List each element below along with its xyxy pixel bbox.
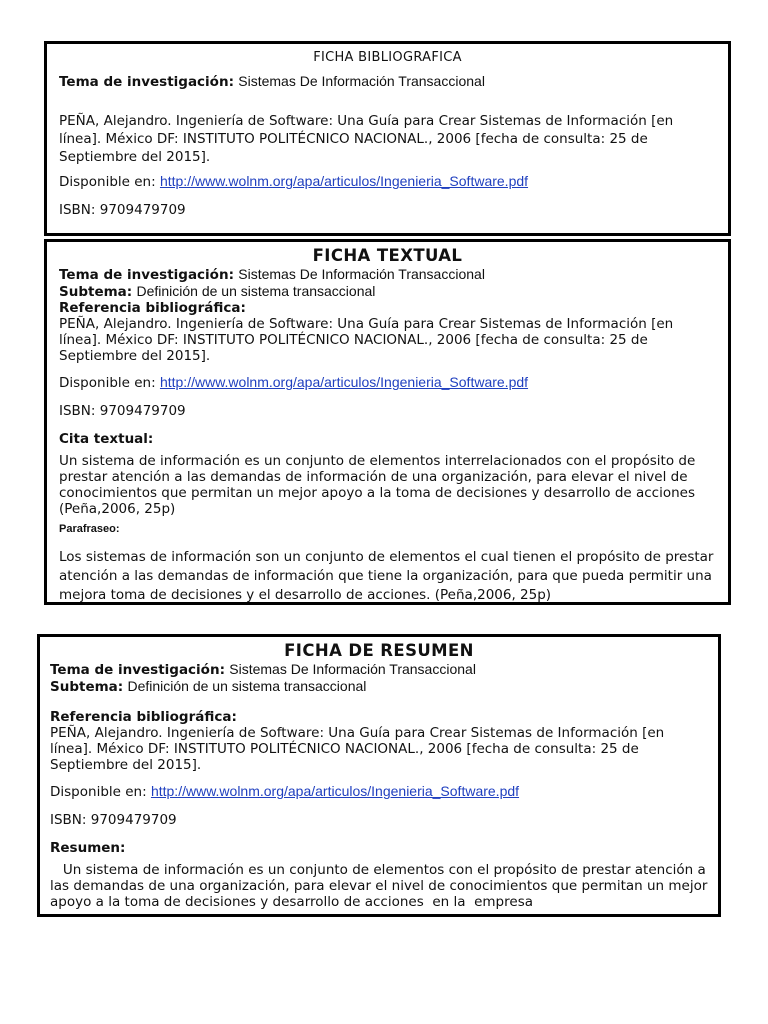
cita-label: Cita textual:: [59, 431, 154, 447]
tema-line: [50, 661, 708, 678]
parafraseo-text: Los sistemas de información son un conjunto de elementos el cual tienen el propósito de prestar atención a las demandas de información que tiene la organización, para que pueda permitir una mejora toma de decisiones y el desarrollo de acciones. (Peña,2006, 25p): [59, 549, 714, 603]
isbn-text: ISBN: 9709479709: [59, 403, 186, 419]
referencia-text: PEÑA, Alejandro. Ingeniería de Software: Una Guía para Crear Sistemas de Información [en línea]. México DF: INSTITUTO POLITÉCNICO NACIONAL., 2006 [fecha de consulta: 25 de Septiembre del 2015].: [59, 113, 674, 165]
tema-label: Tema de investigación:: [50, 662, 225, 678]
cita-text: Un sistema de información es un conjunto de elementos interrelacionados con el propósito de prestar atención a las demandas de información de una organización, para elevar el nivel de conocimientos que permitan un mejor apoyo a la toma de decisiones y desarrollo de acciones (Peña,2006, 25p): [59, 453, 696, 517]
subtema-line: [59, 283, 716, 300]
tema-label: Tema de investigación:: [59, 267, 234, 283]
referencia-label: Referencia bibliográfica:: [50, 709, 237, 725]
disponible-label: Disponible en:: [50, 784, 147, 800]
tema-line: [59, 266, 716, 283]
tema-label: Tema de investigación:: [59, 74, 234, 90]
subtema-line: [50, 678, 708, 695]
ficha-resumen-card: [37, 634, 721, 917]
subtema-value: Definición de un sistema transaccional: [127, 678, 367, 694]
tema-value: Sistemas De Información Transaccional: [238, 73, 485, 89]
disponible-line: [59, 374, 716, 391]
disponible-label: Disponible en:: [59, 174, 156, 190]
source-link[interactable]: http://www.wolnm.org/apa/articulos/Ingenieria_Software.pdf: [159, 374, 529, 390]
resumen-text: Un sistema de información es un conjunto de elementos con el propósito de prestar atención a las demandas de una organización, para elevar el nivel de conocimientos que permitan un mejor apoyo a la toma de decisiones y desarrollo de acciones en la empresa: [50, 862, 712, 910]
ficha-textual-title: FICHA TEXTUAL: [312, 246, 463, 265]
tema-value: Sistemas De Información Transaccional: [238, 266, 485, 282]
subtema-value: Definición de un sistema transaccional: [136, 283, 376, 299]
isbn-text: ISBN: 9709479709: [59, 202, 186, 218]
referencia-text: PEÑA, Alejandro. Ingeniería de Software: Una Guía para Crear Sistemas de Información [en línea]. México DF: INSTITUTO POLITÉCNICO NACIONAL., 2006 [fecha de consulta: 25 de Septiembre del 2015].: [50, 725, 665, 773]
disponible-line: [59, 173, 716, 190]
ficha-resumen-title: FICHA DE RESUMEN: [284, 641, 474, 660]
referencia-label: Referencia bibliográfica:: [59, 300, 246, 316]
tema-value: Sistemas De Información Transaccional: [229, 661, 476, 677]
parafraseo-label: Parafraseo:: [59, 523, 120, 535]
subtema-label: Subtema:: [50, 679, 124, 695]
ficha-bibliografica-title: FICHA BIBLIOGRAFICA: [313, 50, 462, 65]
ficha-textual-card: [44, 239, 731, 605]
source-link[interactable]: http://www.wolnm.org/apa/articulos/Ingenieria_Software.pdf: [159, 173, 529, 189]
referencia-text: PEÑA, Alejandro. Ingeniería de Software: Una Guía para Crear Sistemas de Información [en línea]. México DF: INSTITUTO POLITÉCNICO NACIONAL., 2006 [fecha de consulta: 25 de Septiembre del 2015].: [59, 316, 674, 364]
isbn-text: ISBN: 9709479709: [50, 812, 177, 828]
tema-line: [59, 73, 716, 90]
disponible-label: Disponible en:: [59, 375, 156, 391]
subtema-label: Subtema:: [59, 284, 133, 300]
ficha-bibliografica-card: [44, 41, 731, 236]
disponible-line: [50, 783, 708, 800]
source-link[interactable]: http://www.wolnm.org/apa/articulos/Ingenieria_Software.pdf: [150, 783, 520, 799]
resumen-label: Resumen:: [50, 840, 126, 856]
